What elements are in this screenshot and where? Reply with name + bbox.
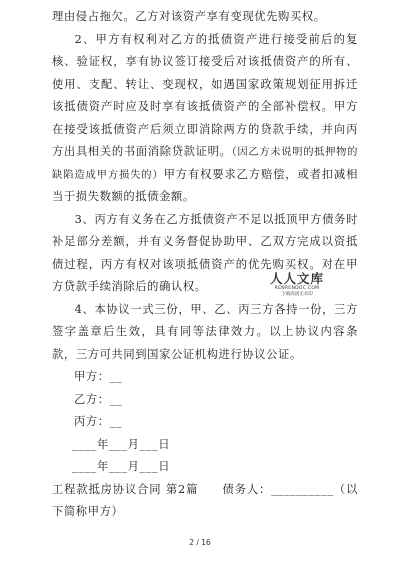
signature-date-2: ____年___月___日	[72, 460, 171, 473]
paragraph-clause-2	[52, 29, 358, 209]
signature-party-b: 乙方：__	[74, 392, 123, 406]
clause-2-note: （因乙方未说明的抵押物的缺陷造成甲方损失的）	[52, 146, 358, 181]
watermark-logo	[262, 272, 332, 298]
next-contract-heading: 工程款抵房协议合同 第2篇 债务人：__________（以下简称甲方）	[52, 482, 358, 518]
signature-date-1: ____年___月___日	[72, 437, 171, 451]
clause-2-text: 2、甲方有权利对乙方的抵债资产进行接受前后的复核、验证权，享有协议签订接受后对该抵债资产的所有、使用、支配、转让、变现权，如遇国家政策规划征用拆迁该抵债资产时应及时享有该抵债资产的全部补偿权。甲方在接受该抵债资产后须立即消除两方的贷款手续，并向丙方出具相关的书面消除贷款证明。	[52, 32, 358, 158]
paragraph-continuation: 理由侵占拖欠。乙方对该资产享有变现优先购买权。	[52, 10, 326, 23]
page-number: 2 / 16	[189, 538, 211, 547]
watermark-url: RENRENDOC.COM	[274, 286, 320, 291]
signature-party-c: 丙方：__	[74, 415, 123, 428]
paragraph-clause-4: 4、本协议一式三份，甲、乙、丙三方各持一份，三方签字盖章后生效，具有同等法律效力。以上协议内容条款，三方可共同到国家公证机构进行协议公证。	[52, 302, 358, 361]
clause-2-tail: 甲方有权要求乙方赔偿，或者扣减相当于损失数额的抵债金额。	[52, 167, 358, 203]
paragraph-clause-3: 3、丙方有义务在乙方抵债资产不足以抵顶甲方债务时补足部分差额，并有义务督促协助甲、乙双方完成以资抵债过程，丙方有权对该项抵债资产的优先购买权。对在甲方贷款手续消除后的确认权。	[52, 212, 358, 293]
watermark-title: 人人文库	[269, 271, 324, 286]
document-body	[52, 6, 358, 524]
signature-party-a: 甲方：__	[74, 370, 123, 383]
watermark-slogan: 下载高清无水印	[281, 292, 313, 297]
